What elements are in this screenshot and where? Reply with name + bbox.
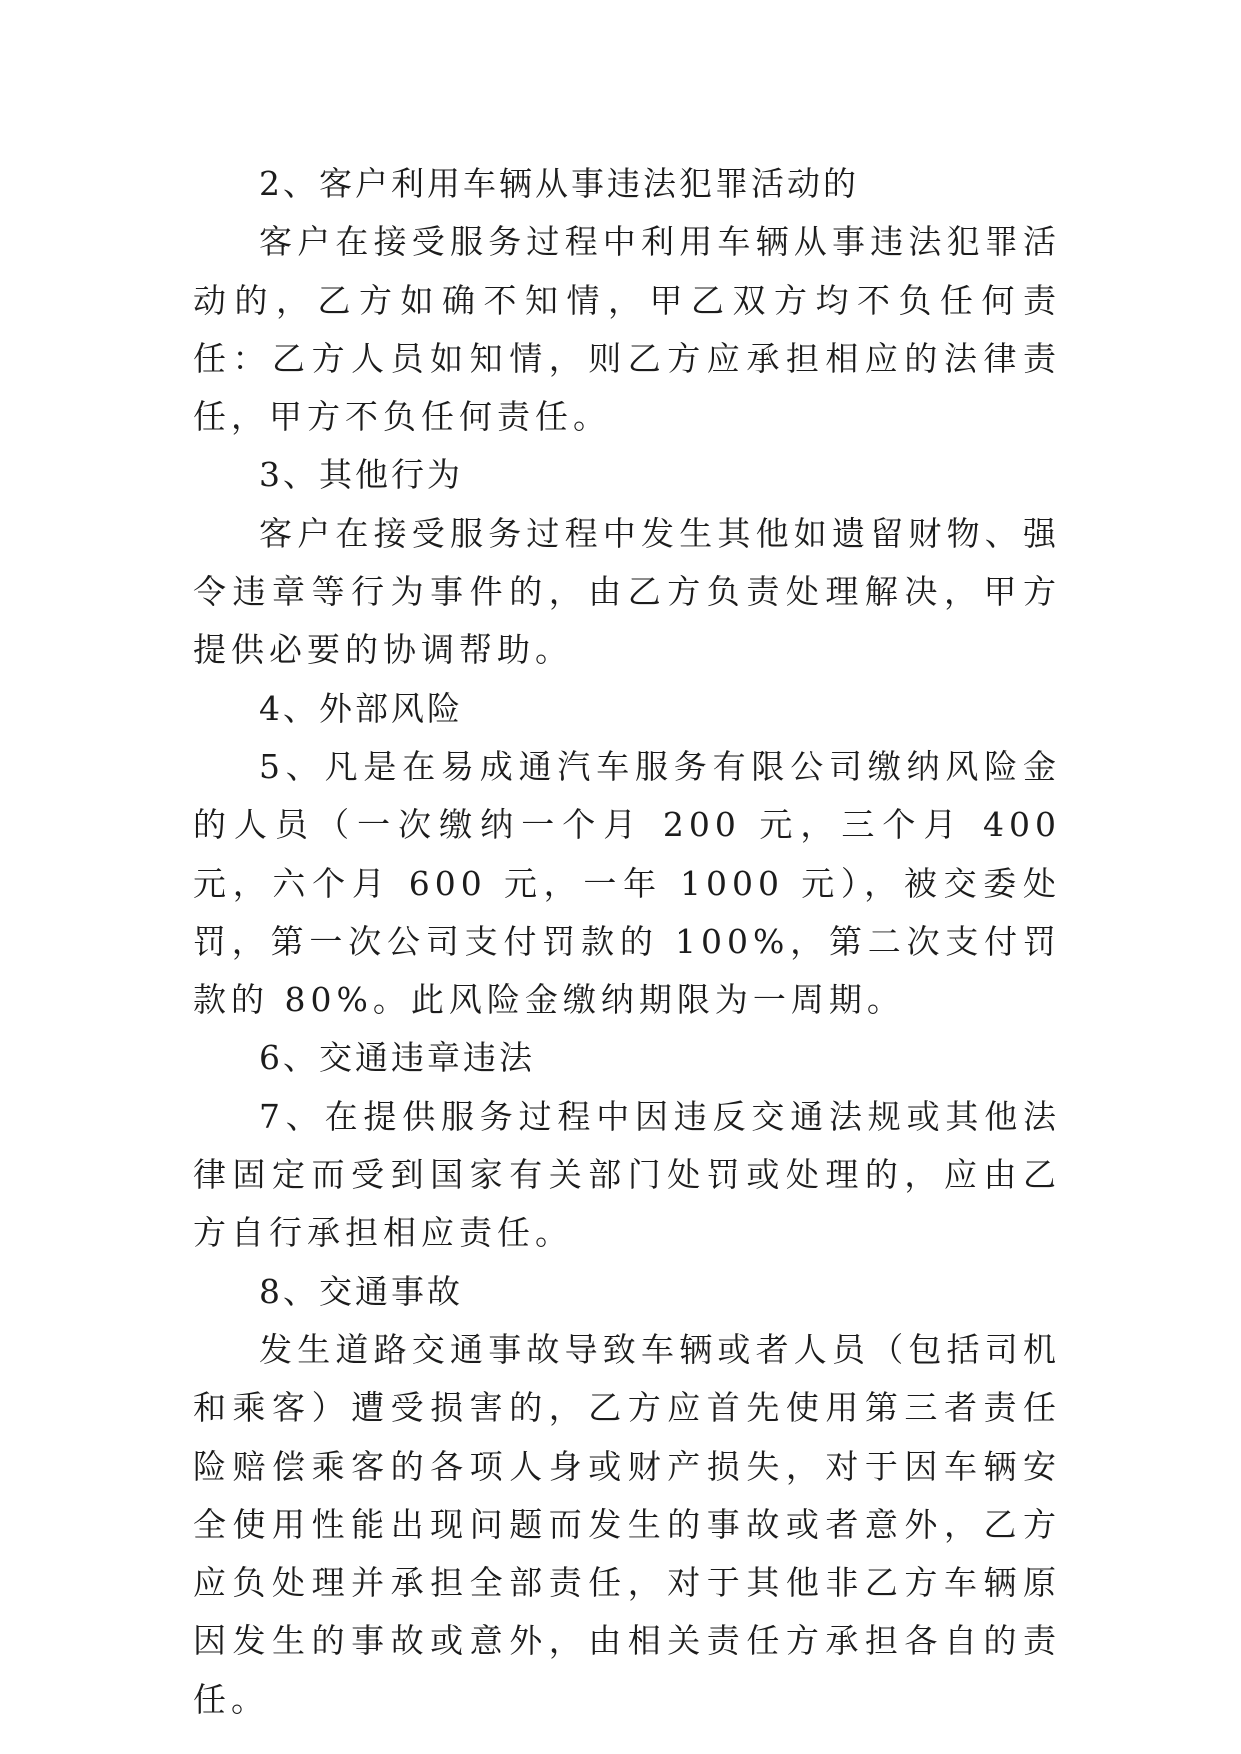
paragraph-risk-fund: 5、凡是在易成通汽车服务有限公司缴纳风险金的人员（一次缴纳一个月 200 元，三个月 400 元，六个月 600 元，一年 1000 元），被交委处罚，第一次公司支付罚款的 100%，第二次支付罚款的 80%。此风险金缴纳期限为一周期。 bbox=[193, 746, 1061, 1020]
section-heading-2: 2、客户利用车辆从事违法犯罪活动的 bbox=[259, 164, 859, 203]
section-heading-8: 8、交通事故 bbox=[259, 1271, 463, 1311]
section-heading-3: 3、其他行为 bbox=[259, 455, 463, 495]
section-heading-6: 6、交通违章违法 bbox=[259, 1038, 535, 1078]
paragraph-traffic-accident: 发生道路交通事故导致车辆或者人员（包括司机和乘客）遭受损害的，乙方应首先使用第三者责任险赔偿乘客的各项人身或财产损失，对于因车辆安全使用性能出现问题而发生的事故或者意外，乙方应负处理并承担全部责任，对于其他非乙方车辆原因发生的事故或意外，由相关责任方承担各自的责任。 bbox=[193, 1329, 1061, 1719]
paragraph-other-behavior: 客户在接受服务过程中发生其他如遗留财物、强令违章等行为事件的，由乙方负责处理解决，甲方提供必要的协调帮助。 bbox=[193, 513, 1061, 670]
document-body bbox=[193, 155, 1061, 1729]
section-heading-4: 4、外部风险 bbox=[259, 688, 463, 728]
paragraph-traffic-violation: 7、在提供服务过程中因违反交通法规或其他法律固定而受到国家有关部门处罚或处理的，应由乙方自行承担相应责任。 bbox=[193, 1096, 1061, 1253]
paragraph-illegal-activity: 客户在接受服务过程中利用车辆从事违法犯罪活动的，乙方如确不知情，甲乙双方均不负任何责任：乙方人员如知情，则乙方应承担相应的法律责任，甲方不负任何责任。 bbox=[193, 222, 1061, 437]
